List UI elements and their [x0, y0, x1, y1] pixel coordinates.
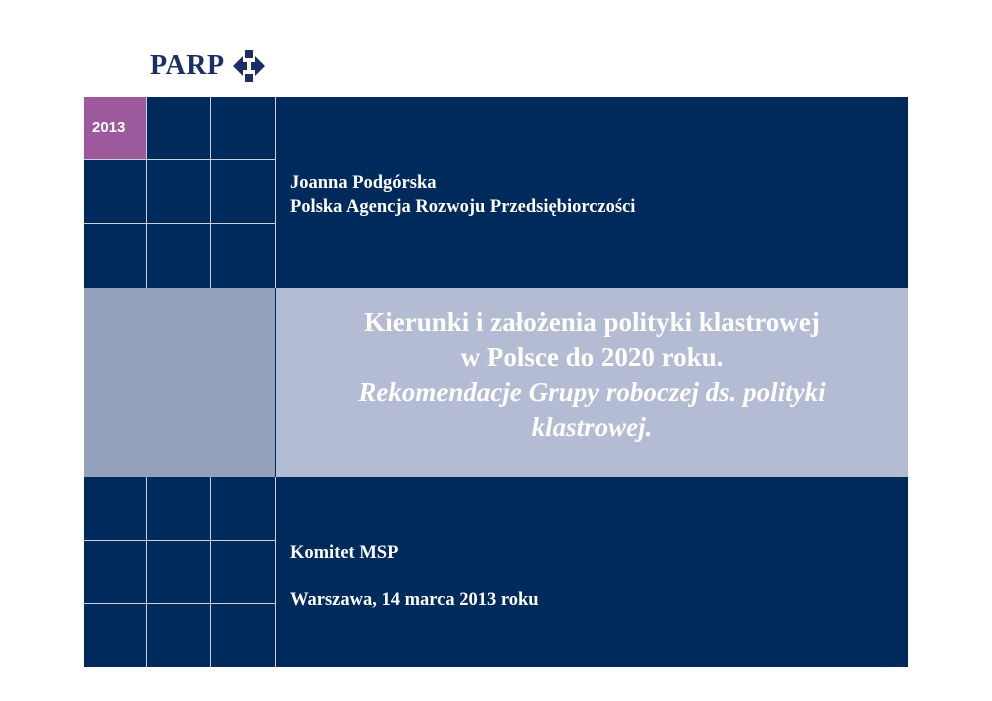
- grid-cell: [147, 541, 211, 604]
- committee-label: Komitet MSP: [290, 543, 399, 563]
- title-line: w Polsce do 2020 roku.: [460, 342, 724, 372]
- logo-text: PARP: [150, 50, 225, 81]
- grid-cell: [211, 97, 276, 160]
- title-line: Kierunki i założenia polityki klastrowej: [364, 307, 820, 337]
- title-slide: [84, 97, 908, 667]
- grid-cell: [147, 477, 211, 541]
- grid-cell: [84, 604, 147, 667]
- place-date-label: Warszawa, 14 marca 2013 roku: [290, 590, 539, 610]
- grid-cell: [84, 541, 147, 604]
- title-band-left: [84, 288, 275, 477]
- parp-arrows-icon: [231, 48, 267, 84]
- grid-cell: [211, 604, 276, 667]
- parp-logo: [150, 44, 267, 88]
- grid-cell: [147, 160, 211, 224]
- grid-cell: [211, 477, 276, 541]
- author-block: [290, 171, 635, 219]
- year-label: 2013: [92, 119, 126, 136]
- year-cell: [84, 97, 147, 160]
- grid-cell: [211, 541, 276, 604]
- grid-cell: [211, 160, 276, 224]
- grid-cell: [211, 224, 276, 288]
- grid-cell: [84, 224, 147, 288]
- presentation-title: [276, 305, 908, 445]
- grid-cell: [84, 160, 147, 224]
- grid-cell: [147, 97, 211, 160]
- subtitle-line: klastrowej.: [531, 412, 653, 442]
- author-organization: Polska Agencja Rozwoju Przedsiębiorczości: [290, 197, 636, 217]
- grid-cell: [147, 224, 211, 288]
- grid-cell: [84, 477, 147, 541]
- grid-cell: [147, 604, 211, 667]
- author-name: Joanna Podgórska: [290, 173, 437, 193]
- subtitle-line: Rekomendacje Grupy roboczej ds. polityki: [358, 377, 826, 407]
